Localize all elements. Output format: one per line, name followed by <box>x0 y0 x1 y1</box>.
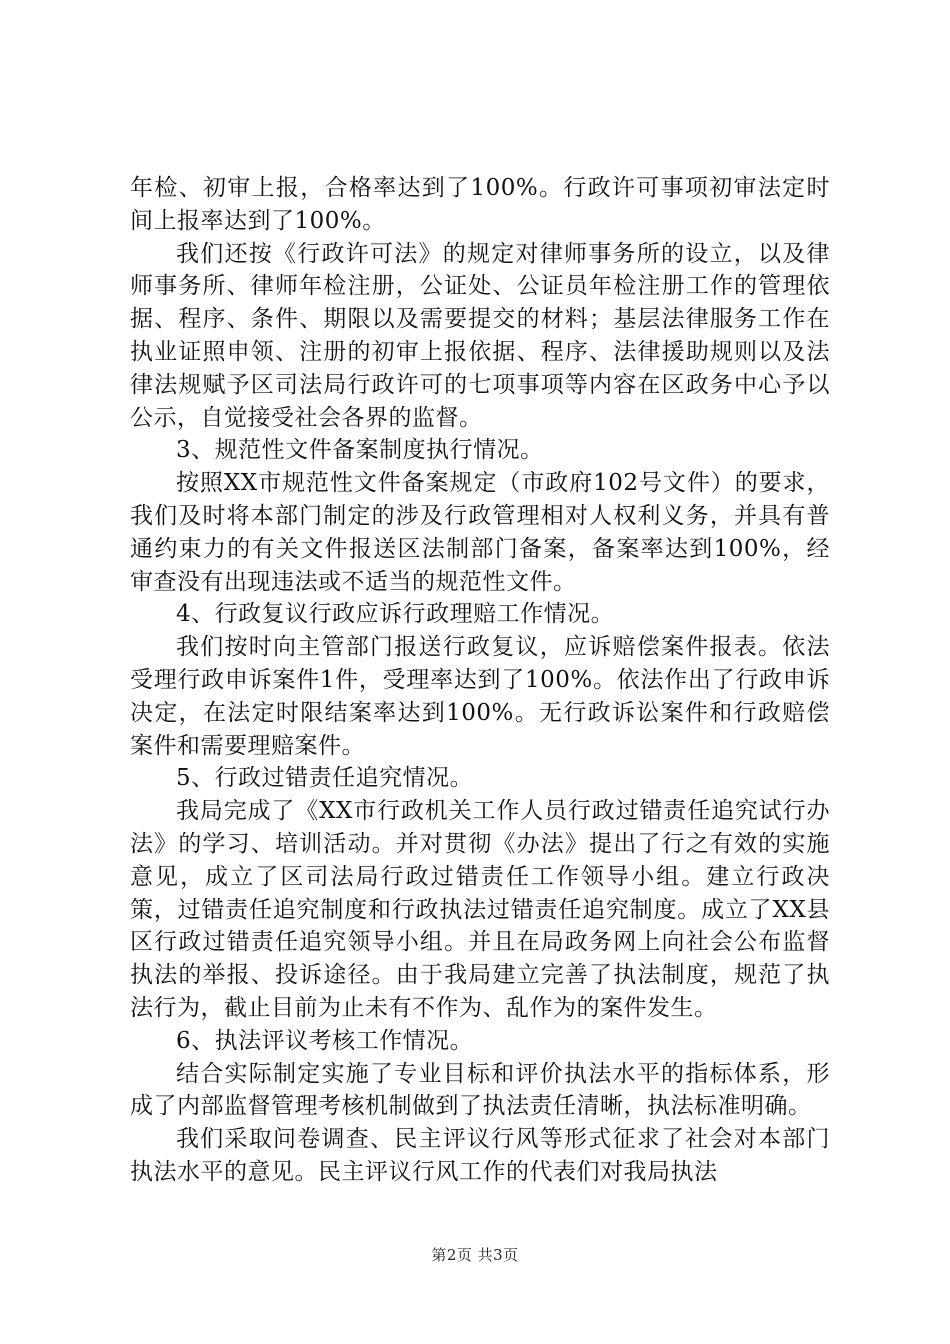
paragraph-2: 我们还按《行政许可法》的规定对律师事务所的设立，以及律师事务所、律师年检注册，公证处、公证员年检注册工作的管理依据、程序、条件、期限以及需要提交的材料；基层法律服务工作在执业证照申领、注册的初审上报依据、程序、法律援助规则以及法律法规赋予区司法局行政许可的七项事项等内容在区政务中心予以公示，自觉接受社会各界的监督。 <box>130 240 830 431</box>
page-footer: 第2页 共3页 <box>431 1246 519 1264</box>
section-heading-3: 3、规范性文件备案制度执行情况。 <box>176 437 544 464</box>
paragraph-8: 我局完成了《XX市行政机关工作人员行政过错责任追究试行办法》的学习、培训活动。并对贯彻《办法》提出了行之有效的实施意见，成立了区司法局行政过错责任工作领导小组。建立行政决策，过错责任追究制度和行政执法过错责任追究制度。成立了XX县区行政过错责任追究领导小组。并且在局政务网上向社会公布监督执法的举报、投诉途径。由于我局建立完善了执法制度，规范了执法行为，截止目前为止未有不作为、乱作为的案件发生。 <box>130 798 830 1021</box>
paragraph-1: 年检、初审上报，合格率达到了100%。行政许可事项初审法定时间上报率达到了100%。 <box>130 175 830 234</box>
section-heading-5: 5、行政过错责任追究情况。 <box>176 765 474 792</box>
paragraph-10: 结合实际制定实施了专业目标和评价执法水平的指标体系，形成了内部监督管理考核机制做到了执法责任清晰，执法标准明确。 <box>130 1060 830 1120</box>
section-heading-4: 4、行政复议行政应诉行政理赔工作情况。 <box>176 601 615 628</box>
document-body <box>130 172 830 1189</box>
section-heading-6: 6、执法评议考核工作情况。 <box>176 1027 474 1054</box>
paragraph-11: 我们采取问卷调查、民主评议行风等形式征求了社会对本部门执法水平的意见。民主评议行风工作的代表们对我局执法 <box>130 1126 830 1185</box>
paragraph-4: 按照XX市规范性文件备案规定（市政府102号文件）的要求，我们及时将本部门制定的涉及行政管理相对人权利义务，并具有普通约束力的有关文件报送区法制部门备案，备案率达到100%，经审查没有出现违法或不适当的规范性文件。 <box>130 470 830 595</box>
paragraph-6: 我们按时向主管部门报送行政复议，应诉赔偿案件报表。依法受理行政申诉案件1件，受理率达到了100%。依法作出了行政申诉决定，在法定时限结案率达到100%。无行政诉讼案件和行政赔偿案件和需要理赔案件。 <box>130 634 830 759</box>
